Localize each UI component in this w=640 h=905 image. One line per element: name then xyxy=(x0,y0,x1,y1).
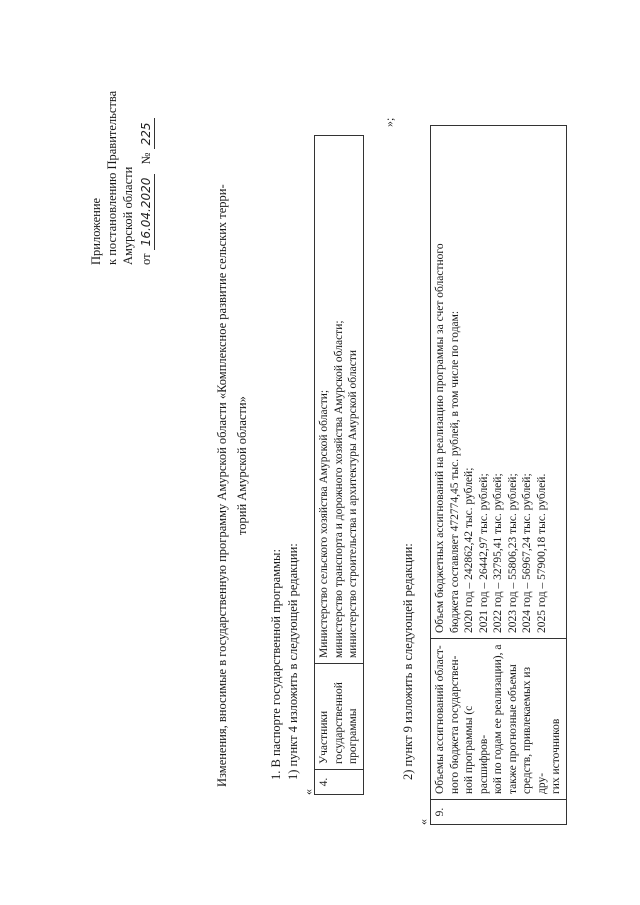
row-value-line: бюджета составляет 472774,45 тыс. рублей, в том числе по годам: xyxy=(448,310,461,633)
section1-close-quote: »; xyxy=(382,117,396,127)
approval-header xyxy=(88,91,155,265)
row-value-line: 2025 год – 57900,18 тыс. рублей. xyxy=(535,473,548,633)
row-value-line: 2023 год – 55806,23 тыс. рублей; xyxy=(506,473,519,633)
row-label xyxy=(315,664,364,770)
document-title-line2: торий Амурской области» xyxy=(235,396,249,535)
table-row xyxy=(315,136,364,795)
row-number: 9. xyxy=(431,800,567,825)
handwritten-number: 225 xyxy=(138,119,155,150)
row-label-line: Участники государственной xyxy=(318,682,345,764)
section2-open-quote: « xyxy=(416,819,430,825)
header-date-number-line xyxy=(138,91,155,265)
row-number: 4. xyxy=(315,770,364,795)
row-value-line: министерство транспорта и дорожного хозяйства Амурской области; xyxy=(332,320,345,658)
header-from-label: от xyxy=(139,253,153,265)
header-line1: Приложение xyxy=(89,197,103,265)
document-title-line1: Изменения, вносимые в государственную программу Амурской области «Комплексное развитие сельских терри- xyxy=(215,184,229,787)
row-value-line: 2024 год – 56967,24 тыс. рублей; xyxy=(521,473,533,633)
section2-item2: 2) пункт 9 изложить в следующей редакции: xyxy=(401,543,415,780)
row-label-line: ной программы (с расшифров- xyxy=(463,705,490,794)
row-label-line: программы xyxy=(347,708,359,764)
row-value-line: Объем бюджетных ассигнований на реализацию программы за счет областного xyxy=(434,243,446,633)
header-line3: Амурской области xyxy=(121,166,135,265)
handwritten-date: 16.04.2020 xyxy=(138,174,155,251)
row-label-line: Объемы ассигнований област- xyxy=(434,645,446,794)
row-value xyxy=(315,136,364,664)
section1-open-quote: « xyxy=(301,789,315,795)
passport-table-item4 xyxy=(314,135,364,795)
row-label-line: гих источников xyxy=(550,718,562,794)
section1-item1: 1) пункт 4 изложить в следующей редакции: xyxy=(286,543,300,780)
row-value-line: 2022 год – 32795,41 тыс. рублей; xyxy=(492,473,504,633)
row-value xyxy=(431,126,567,639)
row-value-line: министерство строительства и архитектуры Амурской области xyxy=(347,350,359,658)
passport-table-item9 xyxy=(430,125,567,825)
row-label-line: также прогнозные объемы xyxy=(506,664,519,794)
row-label xyxy=(431,639,567,800)
row-label-line: средств, привлекаемых из дру- xyxy=(521,666,548,794)
header-line2: к постановлению Правительства xyxy=(105,90,119,265)
row-value-line: 2021 год – 26442,97 тыс. рублей; xyxy=(477,473,490,633)
header-number-label: № xyxy=(139,152,153,165)
row-label-line: ного бюджета государствен- xyxy=(448,655,461,794)
table-row xyxy=(431,126,567,825)
row-label-line: кой по годам ее реализации), а xyxy=(492,644,504,794)
row-value-line: Министерство сельского хозяйства Амурской области; xyxy=(318,389,330,658)
row-value-line: 2020 год – 242862,42 тыс. рублей; xyxy=(463,467,475,633)
section1-heading: 1. В паспорте государственной программы: xyxy=(269,549,283,780)
